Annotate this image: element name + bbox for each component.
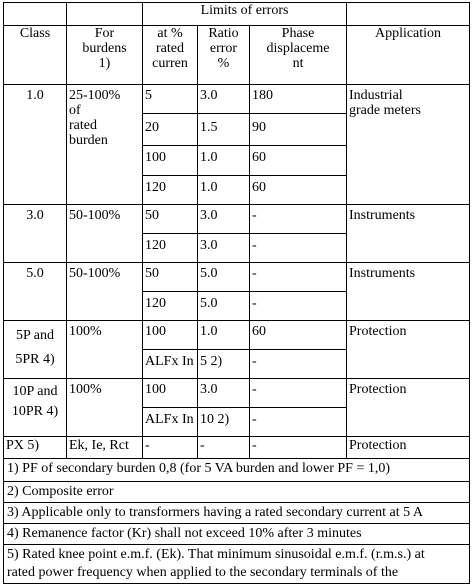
phase-displacement-cell: 60 <box>250 146 347 176</box>
table-row <box>4 263 470 292</box>
for-burdens-header: For burdens 1) <box>67 26 143 85</box>
ratio-error-cell: 10 2) <box>198 408 250 437</box>
class-cell: 5P and 5PR 4) <box>4 321 67 379</box>
header-empty-2 <box>67 3 143 26</box>
ratio-error-cell: 5.0 <box>198 263 250 292</box>
footnote: 4) Remanence factor (Kr) shall not exceed 10% after 3 minutes <box>4 524 470 545</box>
at-rated-cell: 120 <box>143 176 198 205</box>
at-rated-cell: ALFx In <box>143 350 198 379</box>
ratio-error-cell: 3.0 <box>198 85 250 114</box>
table-row <box>4 379 470 408</box>
at-rated-cell: 100 <box>143 146 198 176</box>
phase-displacement-header: Phase displaceme nt <box>250 26 347 85</box>
phase-displacement-cell: - <box>250 234 347 263</box>
at-rated-cell: 100 <box>143 321 198 350</box>
table-row <box>4 437 470 459</box>
footnote-row <box>4 524 470 545</box>
ratio-error-cell: 1.0 <box>198 176 250 205</box>
phase-displacement-cell: 180 <box>250 85 347 114</box>
at-rated-cell: ALFx In <box>143 408 198 437</box>
phase-displacement-cell: - <box>250 408 347 437</box>
phase-displacement-cell: - <box>250 205 347 234</box>
header-empty-1 <box>4 3 67 26</box>
at-rated-cell: 50 <box>143 263 198 292</box>
application-header: Application <box>347 26 470 85</box>
ratio-error-header: Ratio error % <box>198 26 250 85</box>
burden-cell: 50-100% <box>67 263 143 321</box>
phase-displacement-cell: - <box>250 437 347 459</box>
header-row-2 <box>4 26 470 85</box>
at-rated-cell: 5 <box>143 85 198 114</box>
class-cell: 10P and 10PR 4) <box>4 379 67 437</box>
phase-displacement-cell: - <box>250 379 347 408</box>
ratio-error-cell: 1.0 <box>198 146 250 176</box>
application-cell: Protection <box>347 321 470 379</box>
footnote-row <box>4 545 470 584</box>
header-empty-3 <box>347 3 470 26</box>
at-rated-cell: 120 <box>143 234 198 263</box>
class-header: Class <box>4 26 67 85</box>
table-row <box>4 85 470 114</box>
class-cell: PX 5) <box>4 437 67 459</box>
ratio-error-cell: 5 2) <box>198 350 250 379</box>
table-row <box>4 205 470 234</box>
application-cell: Industrial grade meters <box>347 85 470 205</box>
burden-cell: 25-100% of rated burden <box>67 85 143 205</box>
ratio-error-cell: 3.0 <box>198 205 250 234</box>
footnote: 2) Composite error <box>4 482 470 503</box>
ratio-error-cell: 5.0 <box>198 292 250 321</box>
phase-displacement-cell: - <box>250 292 347 321</box>
footnote: 3) Applicable only to transformers having a rated secondary current at 5 A <box>4 503 470 524</box>
application-cell: Instruments <box>347 263 470 321</box>
at-rated-cell: 120 <box>143 292 198 321</box>
footnote-row <box>4 503 470 524</box>
ratio-error-cell: 1.5 <box>198 114 250 146</box>
phase-displacement-cell: 60 <box>250 176 347 205</box>
phase-displacement-cell: 60 <box>250 321 347 350</box>
table-row <box>4 321 470 350</box>
at-rated-cell: 100 <box>143 379 198 408</box>
at-rated-cell: 50 <box>143 205 198 234</box>
phase-displacement-cell: - <box>250 263 347 292</box>
class-cell: 5.0 <box>4 263 67 321</box>
ratio-error-cell: 3.0 <box>198 379 250 408</box>
at-rated-current-header: at % rated curren <box>143 26 198 85</box>
ratio-error-cell: 3.0 <box>198 234 250 263</box>
at-rated-cell: - <box>143 437 198 459</box>
burden-cell: Ek, Ie, Rct <box>67 437 143 459</box>
at-rated-cell: 20 <box>143 114 198 146</box>
application-cell: Protection <box>347 437 470 459</box>
burden-cell: 100% <box>67 379 143 437</box>
burden-cell: 100% <box>67 321 143 379</box>
phase-displacement-cell: 90 <box>250 114 347 146</box>
burden-cell: 50-100% <box>67 205 143 263</box>
error-limits-table <box>3 2 470 584</box>
ratio-error-cell: - <box>198 437 250 459</box>
application-cell: Protection <box>347 379 470 437</box>
header-row-1 <box>4 3 470 26</box>
footnote: 1) PF of secondary burden 0,8 (for 5 VA burden and lower PF = 1,0) <box>4 459 470 482</box>
ratio-error-cell: 1.0 <box>198 321 250 350</box>
application-cell: Instruments <box>347 205 470 263</box>
class-cell: 3.0 <box>4 205 67 263</box>
limits-of-errors-header: Limits of errors <box>143 3 347 26</box>
class-cell: 1.0 <box>4 85 67 205</box>
footnote: 5) Rated knee point e.m.f. (Ek). That minimum sinusoidal e.m.f. (r.m.s.) at rated power frequency when applied to the secondary terminals of the <box>4 545 470 584</box>
footnote-row <box>4 459 470 482</box>
phase-displacement-cell: - <box>250 350 347 379</box>
footnote-row <box>4 482 470 503</box>
